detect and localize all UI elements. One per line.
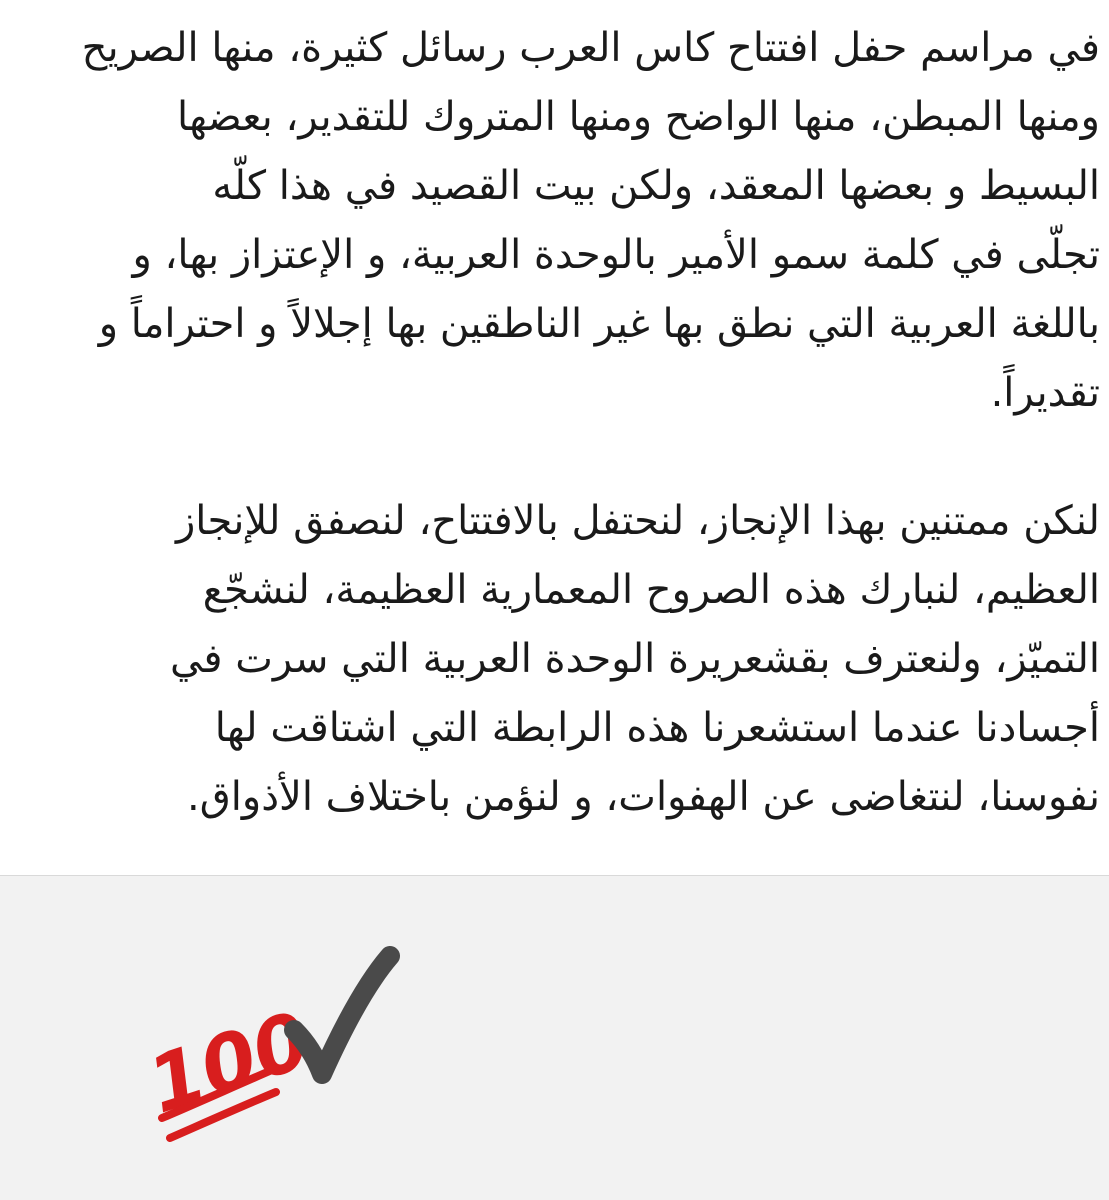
text-line: لنكن ممتنين بهذا الإنجاز، لنحتفل بالافتتاح، لنصفق للإنجاز [175,498,1100,544]
reply-area [0,876,1109,1200]
text-line: باللغة العربية التي نطق بها غير الناطقين بها إجلالاً و احتراماً و [98,301,1100,347]
text-line: تجلّى في كلمة سمو الأمير بالوحدة العربية، و الإعتزاز بها، و [132,232,1100,278]
text-line: نفوسنا، لنتغاضى عن الهفوات، و لنؤمن باختلاف الأذواق. [187,774,1100,820]
text-line: التميّز، ولنعترف بقشعريرة الوحدة العربية التي سرت في [170,636,1100,682]
reply-emoji-row [137,946,420,1166]
check-mark-icon [280,946,410,1096]
text-line: أجسادنا عندما استشعرنا هذه الرابطة التي اشتاقت لها [214,705,1100,751]
text-line: ومنها المبطن، منها الواضح ومنها المتروك للتقدير، بعضها [177,94,1100,140]
text-line: تقديراً. [990,370,1100,416]
hundred-points-icon [137,976,321,1156]
hundred-text: 100 [137,995,321,1132]
article-paragraph-2 [40,487,1100,832]
text-line: في مراسم حفل افتتاح كاس العرب رسائل كثيرة، منها الصريح [81,25,1100,71]
text-line: البسيط و بعضها المعقد، ولكن بيت القصيد في هذا كلّه [212,163,1100,209]
text-line: العظيم، لنبارك هذه الصروح المعمارية العظيمة، لنشجّع [202,567,1100,613]
article-paragraph-1 [40,14,1100,428]
